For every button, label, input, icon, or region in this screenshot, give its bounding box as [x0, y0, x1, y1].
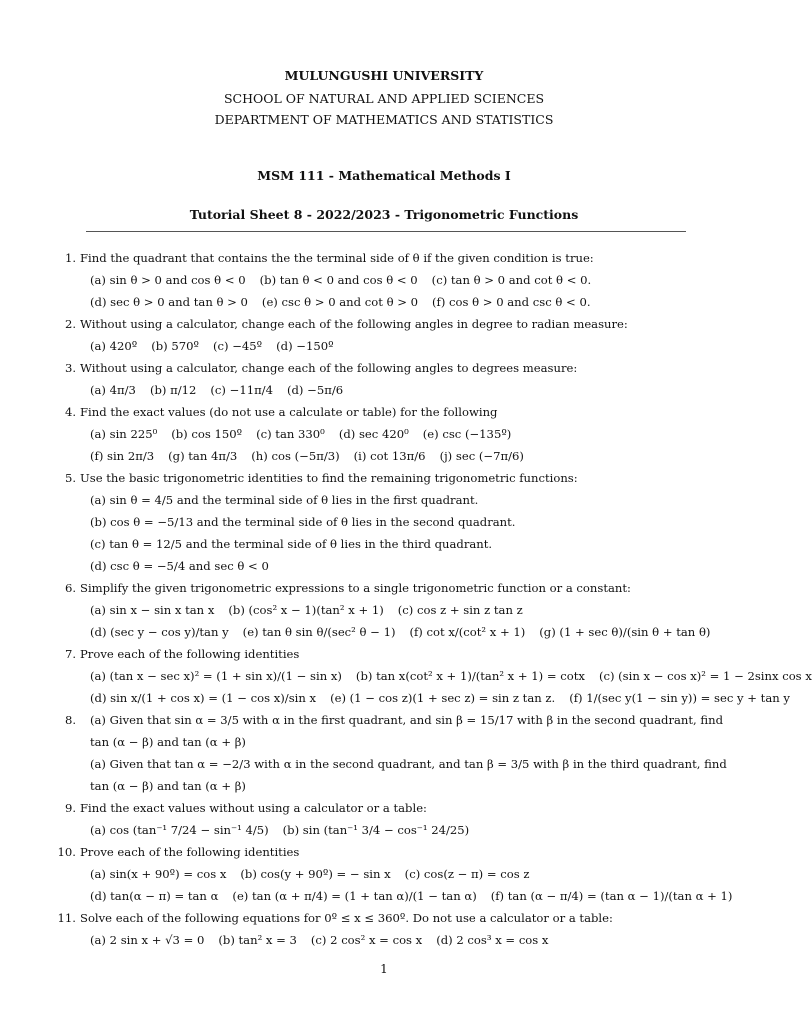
question-part: (a) sin(x + 90º) = cos x: [90, 867, 227, 881]
question-part-row: [56, 379, 736, 401]
question-item: [56, 401, 736, 467]
question-part: (b) tan θ < 0 and cos θ < 0: [259, 273, 418, 287]
question-text: Simplify the given trigonometric expressions to a single trigonometric function or a constant:: [80, 581, 631, 595]
question-part-row: [56, 863, 736, 885]
question-part: (f) cos θ > 0 and csc θ < 0.: [432, 295, 591, 309]
question-part-row: [56, 819, 736, 841]
question-text: Prove each of the following identities: [80, 647, 300, 661]
question-part-row: [56, 489, 736, 511]
question-part-row: [56, 665, 812, 687]
question-part: (g) tan 4π/3: [168, 449, 238, 463]
question-number: 4.: [64, 405, 76, 419]
question-part-row: [56, 753, 736, 797]
question-text: Find the exact values (do not use a calculate or table) for the following: [80, 405, 498, 419]
question-part: (e) csc θ > 0 and cot θ > 0: [261, 295, 419, 309]
question-item: [56, 357, 736, 401]
question-part: (b) (cos² x − 1)(tan² x + 1): [228, 603, 384, 617]
question-text: Without using a calculator, change each of the following angles to degrees measure:: [80, 361, 578, 375]
question-part: (e) tan θ sin θ/(sec² θ − 1): [242, 625, 396, 639]
question-part: (c) tan θ > 0 and cot θ < 0.: [431, 273, 592, 287]
question-part-row: [56, 687, 790, 709]
question-part: (d) −5π/6: [286, 383, 344, 397]
question-part: (a) sin 225⁰: [90, 427, 158, 441]
question-number: 6.: [64, 581, 76, 595]
question-part-row: [80, 709, 736, 753]
question-part: (g) (1 + sec θ)/(sin θ + tan θ): [539, 625, 711, 639]
university-name: MULUNGUSHI UNIVERSITY: [284, 68, 484, 83]
question-text: Find the quadrant that contains the the terminal side of θ if the given condition is true:: [80, 251, 594, 265]
question-number: 5.: [64, 471, 76, 485]
question-part: (e) tan (α + π/4) = (1 + tan α)/(1 − tan α): [232, 889, 477, 903]
question-part: (d) 2 cos³ x = cos x: [436, 933, 549, 947]
question-part: (b) 570º: [151, 339, 199, 353]
question-part: (a) (tan x − sec x)² = (1 + sin x)/(1 − sin x): [90, 669, 342, 683]
question-part: (e) (1 − cos z)(1 + sec z) = sin z tan z.: [330, 691, 556, 705]
question-part: (d) sec θ > 0 and tan θ > 0: [90, 295, 248, 309]
question-number: 3.: [64, 361, 76, 375]
question-part-row: [56, 423, 736, 445]
question-part: (c) tan θ = 12/5 and the terminal side of θ lies in the third quadrant.: [90, 537, 493, 551]
question-number: 10.: [57, 845, 76, 859]
question-part: (c) cos z + sin z tan z: [397, 603, 523, 617]
question-part: (d) csc θ = −5/4 and sec θ < 0: [90, 559, 269, 573]
question-item: [56, 643, 812, 709]
question-list: [56, 247, 812, 951]
question-part: (b) π/12: [149, 383, 197, 397]
question-part: (a) cos (tan⁻¹ 7/24 − sin⁻¹ 4/5): [90, 823, 269, 837]
question-item: [56, 577, 736, 643]
question-part: (a) sin θ = 4/5 and the terminal side of θ lies in the first quadrant.: [90, 493, 479, 507]
question-text: Use the basic trigonometric identities to find the remaining trigonometric functions:: [80, 471, 578, 485]
question-text: Without using a calculator, change each of the following angles in degree to radian measure:: [80, 317, 628, 331]
question-part-row: [56, 335, 736, 357]
question-text: Find the exact values without using a calculator or a table:: [80, 801, 427, 815]
question-part: (a) Given that sin α = 3/5 with α in the first quadrant, and sin β = 15/17 with β in the second quadrant, find tan (α − β) and tan (α + β): [90, 713, 724, 749]
question-part: (a) 2 sin x + √3 = 0: [90, 933, 205, 947]
title-rule: [86, 231, 686, 232]
question-part-row: [56, 599, 736, 621]
question-number: 7.: [64, 647, 76, 661]
question-part-row: [56, 555, 736, 577]
school-name: SCHOOL OF NATURAL AND APPLIED SCIENCES: [223, 91, 545, 106]
department-name: DEPARTMENT OF MATHEMATICS AND STATISTICS: [214, 112, 554, 127]
question-item: [56, 709, 736, 797]
question-part: (d) sin x/(1 + cos x) = (1 − cos x)/sin x: [90, 691, 317, 705]
page-number: 1: [380, 962, 388, 976]
question-part: (b) cos 150º: [171, 427, 243, 441]
question-part: (e) csc (−135º): [422, 427, 512, 441]
question-part: (a) 4π/3: [90, 383, 136, 397]
question-part: (a) sin x − sin x tan x: [90, 603, 215, 617]
question-part-row: [56, 511, 736, 533]
question-item: [56, 841, 736, 907]
question-part-row: [56, 445, 736, 467]
question-part-row: [56, 621, 736, 643]
question-part-row: [56, 269, 736, 291]
question-part: (c) tan 330⁰: [256, 427, 325, 441]
question-text: Prove each of the following identities: [80, 845, 300, 859]
question-item: [56, 907, 736, 951]
question-part: (f) 1/(sec y(1 − sin y)) = sec y + tan y: [569, 691, 790, 705]
question-number: 8.: [64, 713, 76, 727]
question-part: (d) sec 420⁰: [338, 427, 409, 441]
question-text: Solve each of the following equations for 0º ≤ x ≤ 360º. Do not use a calculator or a table:: [80, 911, 613, 925]
question-number: 11.: [57, 911, 76, 925]
question-part: (c) −11π/4: [210, 383, 273, 397]
question-number: 9.: [64, 801, 76, 815]
question-part: (f) cot x/(cot² x + 1): [409, 625, 526, 639]
question-item: [56, 797, 736, 841]
question-part: (d) −150º: [276, 339, 334, 353]
question-part: (f) tan (α − π/4) = (tan α − 1)/(tan α + 1): [490, 889, 733, 903]
course-title: MSM 111 - Mathematical Methods I: [257, 168, 511, 183]
question-part: (f) sin 2π/3: [90, 449, 155, 463]
question-part-row: [56, 929, 736, 951]
question-part: (b) cos(y + 90º) = − sin x: [240, 867, 391, 881]
question-part: (a) 420º: [90, 339, 138, 353]
question-part: (j) sec (−7π/6): [439, 449, 524, 463]
question-number: 2.: [64, 317, 76, 331]
question-part: (c) cos(z − π) = cos z: [404, 867, 530, 881]
question-part: (b) tan x(cot² x + 1)/(tan² x + 1) = cotx: [355, 669, 585, 683]
question-part-row: [56, 533, 736, 555]
question-part: (c) (sin x − cos x)² = 1 − 2sinx cos x: [598, 669, 812, 683]
question-item: [56, 467, 736, 577]
question-part: (a) sin θ > 0 and cos θ < 0: [90, 273, 246, 287]
question-part-row: [56, 291, 736, 313]
sheet-title: Tutorial Sheet 8 - 2022/2023 - Trigonometric Functions: [189, 207, 579, 222]
question-part: (a) Given that tan α = −2/3 with α in the second quadrant, and tan β = 3/5 with β in the third quadrant, find tan (α − β) and tan (α + β): [90, 757, 727, 793]
question-item: [56, 247, 736, 313]
question-part: (c) −45º: [212, 339, 263, 353]
question-part: (b) cos θ = −5/13 and the terminal side of θ lies in the second quadrant.: [90, 515, 516, 529]
question-part: (c) 2 cos² x = cos x: [310, 933, 423, 947]
question-part: (b) sin (tan⁻¹ 3/4 − cos⁻¹ 24/25): [282, 823, 470, 837]
question-part: (d) (sec y − cos y)/tan y: [90, 625, 229, 639]
question-part: (b) tan² x = 3: [218, 933, 297, 947]
question-item: [56, 313, 736, 357]
question-part: (i) cot 13π/6: [353, 449, 426, 463]
question-number: 1.: [64, 251, 76, 265]
question-part: (d) tan(α − π) = tan α: [90, 889, 219, 903]
question-part-row: [56, 885, 736, 907]
question-part: (h) cos (−5π/3): [251, 449, 340, 463]
